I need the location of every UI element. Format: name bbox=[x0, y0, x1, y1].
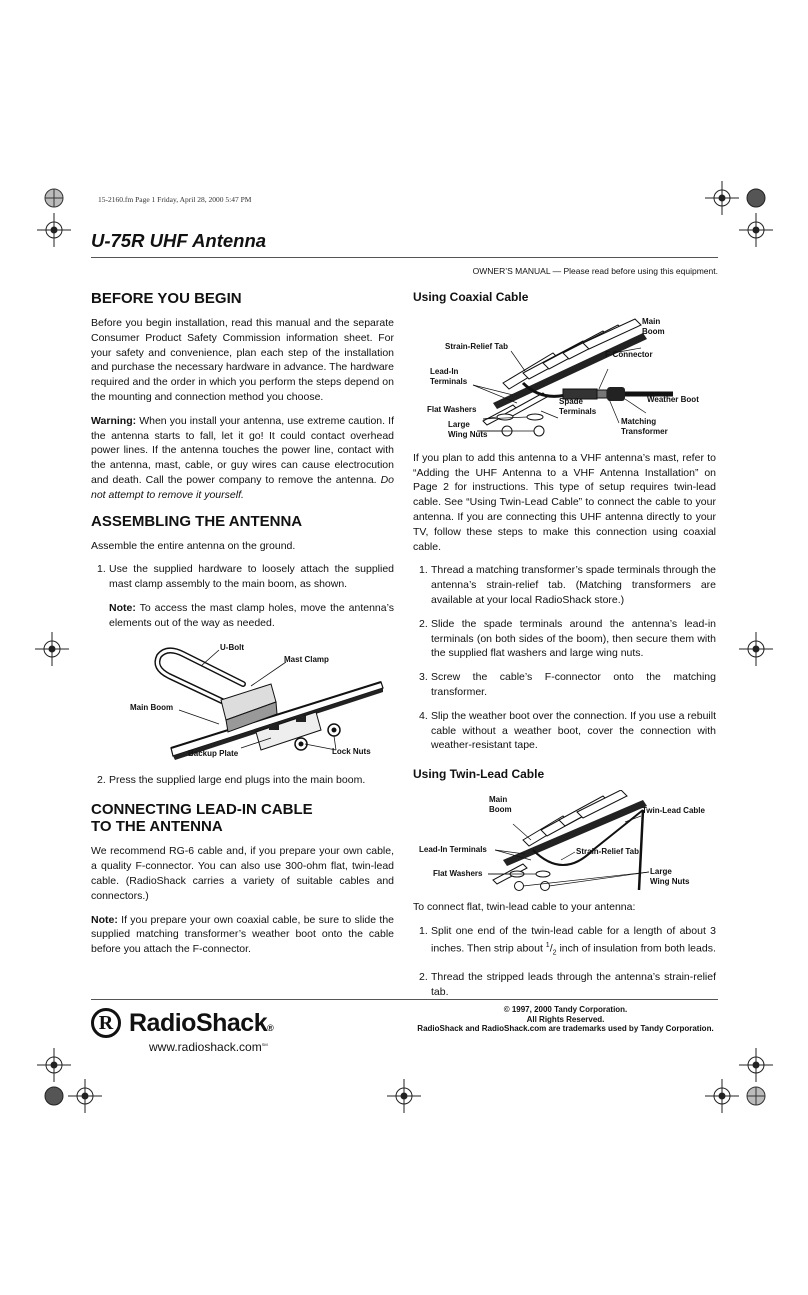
twin-steps bbox=[413, 924, 716, 1000]
label-flat-washers: Flat Washers bbox=[427, 404, 477, 414]
label-matching: Matching Transformer bbox=[621, 416, 668, 436]
label-twin-lead: Twin-Lead Cable bbox=[642, 805, 705, 815]
label-weather-boot: Weather Boot bbox=[647, 394, 699, 404]
printer-info: 15-2160.fm Page 1 Friday, April 28, 2000 5:47 PM bbox=[98, 195, 252, 204]
label-strain-relief: Strain-Relief Tab bbox=[576, 846, 639, 856]
trademark-line: RadioShack and RadioShack.com are trademarks used by Tandy Corporation. bbox=[417, 1024, 714, 1033]
assembling-intro: Assemble the entire antenna on the ground. bbox=[91, 539, 296, 552]
list-item: 2. Slide the spade terminals around the antenna’s lead-in terminals (on both sides of the boom), then secure them with the supplied flat washers and large wing nuts. bbox=[419, 617, 716, 660]
label-flat-washers: Flat Washers bbox=[433, 868, 483, 878]
title-rule bbox=[91, 257, 718, 258]
logo-name: RadioShack® bbox=[129, 1009, 274, 1037]
coax-figure bbox=[413, 313, 716, 443]
warning-paragraph bbox=[91, 414, 394, 503]
label-f-connector: F-Connector bbox=[605, 349, 653, 359]
warning-italic: Do not attempt to remove it yourself. bbox=[91, 473, 394, 501]
before-heading: BEFORE YOU BEGIN bbox=[91, 290, 242, 307]
assembling-note: Note: To access the mast clamp holes, move the antenna’s elements out of the way as needed. bbox=[109, 601, 394, 629]
connecting-heading: CONNECTING LEAD-IN CABLE TO THE ANTENNA bbox=[91, 801, 313, 836]
rights-line: All Rights Reserved. bbox=[526, 1014, 605, 1024]
label-main-boom: Main Boom bbox=[642, 316, 665, 336]
label-spade: Spade Terminals bbox=[559, 396, 597, 416]
twin-lead-figure bbox=[413, 790, 716, 894]
crosshair-icon bbox=[45, 189, 63, 207]
footer-rule bbox=[91, 999, 718, 1000]
coax-heading: Using Coaxial Cable bbox=[413, 290, 529, 304]
label-wing-nuts: Large Wing Nuts bbox=[650, 866, 690, 886]
coax-steps bbox=[413, 563, 716, 753]
right-column bbox=[413, 286, 716, 1009]
copyright-block bbox=[413, 1005, 718, 1034]
label-main-boom: Main Boom bbox=[489, 794, 512, 814]
manual-subtitle: OWNER’S MANUAL — Please read before using this equipment. bbox=[472, 266, 718, 276]
logo-url: www.radioshack.com℠ bbox=[149, 1040, 268, 1054]
label-wing-nuts: Large Wing Nuts bbox=[448, 419, 488, 439]
list-item: 1. Use the supplied hardware to loosely attach the supplied mast clamp assembly to the main boom, as shown. bbox=[97, 563, 394, 591]
connecting-note: Note: If you prepare your own coaxial cable, be sure to slide the supplied matching transformer’s weather boot onto the cable before you attach the F-connector. bbox=[91, 913, 394, 956]
twin-intro: To connect flat, twin-lead cable to your antenna: bbox=[413, 900, 636, 913]
left-column bbox=[91, 286, 394, 966]
assembling-heading: ASSEMBLING THE ANTENNA bbox=[91, 512, 303, 530]
label-backup-plate: Backup Plate bbox=[188, 748, 239, 758]
twin-heading: Using Twin-Lead Cable bbox=[413, 767, 545, 782]
label-lead-in: Lead-In Terminals bbox=[430, 366, 468, 386]
warning-text: When you install your antenna, use extreme caution. If the antenna starts to fall, let it go! It could contact overhead power lines. If the antenna touches the power line, contact with the antenna, mast, cable, or guy wires can cause electrocution and death. Call the power company to remove the antenna. bbox=[91, 414, 394, 486]
document-title: U-75R UHF Antenna bbox=[91, 230, 267, 251]
assembling-steps-2 bbox=[91, 773, 394, 788]
label-u-bolt: U-Bolt bbox=[220, 642, 244, 652]
list-item: 2. Thread the stripped leads through the antenna’s strain-relief tab. bbox=[419, 970, 716, 998]
list-item: 1. Thread a matching transformer’s spade terminals through the antenna’s strain-relief tab. (Matching transformers are available at your local RadioShack store.) bbox=[419, 564, 717, 606]
assembling-steps bbox=[91, 562, 394, 592]
warning-label: Warning: bbox=[91, 414, 137, 427]
label-mast-clamp: Mast Clamp bbox=[284, 654, 329, 664]
copyright-line: © 1997, 2000 Tandy Corporation. bbox=[503, 1005, 628, 1014]
label-strain-relief: Strain-Relief Tab bbox=[445, 341, 508, 351]
label-lock-nuts: Lock Nuts bbox=[332, 746, 371, 756]
mast-clamp-figure bbox=[91, 640, 394, 765]
label-lead-in: Lead-In Terminals bbox=[419, 844, 487, 854]
connecting-paragraph: We recommend RG-6 cable and, if you prepare your own cable, a quality F-connector. You can also use 300-ohm flat, twin-lead cable. (RadioShack carries a variety of suitable cables and connectors.) bbox=[91, 845, 394, 902]
list-item: 2. Press the supplied large end plugs into the main boom. bbox=[97, 773, 366, 786]
logo-mark: R bbox=[91, 1008, 121, 1038]
before-paragraph: Before you begin installation, read this manual and the separate Consumer Product Safety Commission information sheet. For your safety and convenience, plan each step of the installation and purchase the necessary hardware in advance. The hardware required and the order in which you perform the steps depend on the mounting and connection method you choose. bbox=[91, 317, 394, 403]
list-item: 4. Slip the weather boot over the connection. If you use a rebuilt cable without a weather boot, cover the connection with weather-resistant tape. bbox=[419, 709, 716, 752]
list-item: 1. Split one end of the twin-lead cable for a length of about 3 inches. Then strip about $^1/_2$ inch of insulation from both leads. bbox=[419, 924, 716, 957]
label-main-boom: Main Boom bbox=[130, 702, 174, 712]
list-item: 3. Screw the cable’s F-connector onto the matching transformer. bbox=[419, 671, 716, 698]
coax-paragraph: If you plan to add this antenna to a VHF antenna’s mast, refer to “Adding the UHF Antenna to a VHF Antenna Installation” on Page 2 for instructions. This type of setup requires twin-lead cable. See “Using Twin-Lead Cable” to connect the cable to your antenna. If you are connecting this UHF antenna directly to your TV, follow these steps to make this connection using coaxial cable. bbox=[413, 451, 716, 553]
